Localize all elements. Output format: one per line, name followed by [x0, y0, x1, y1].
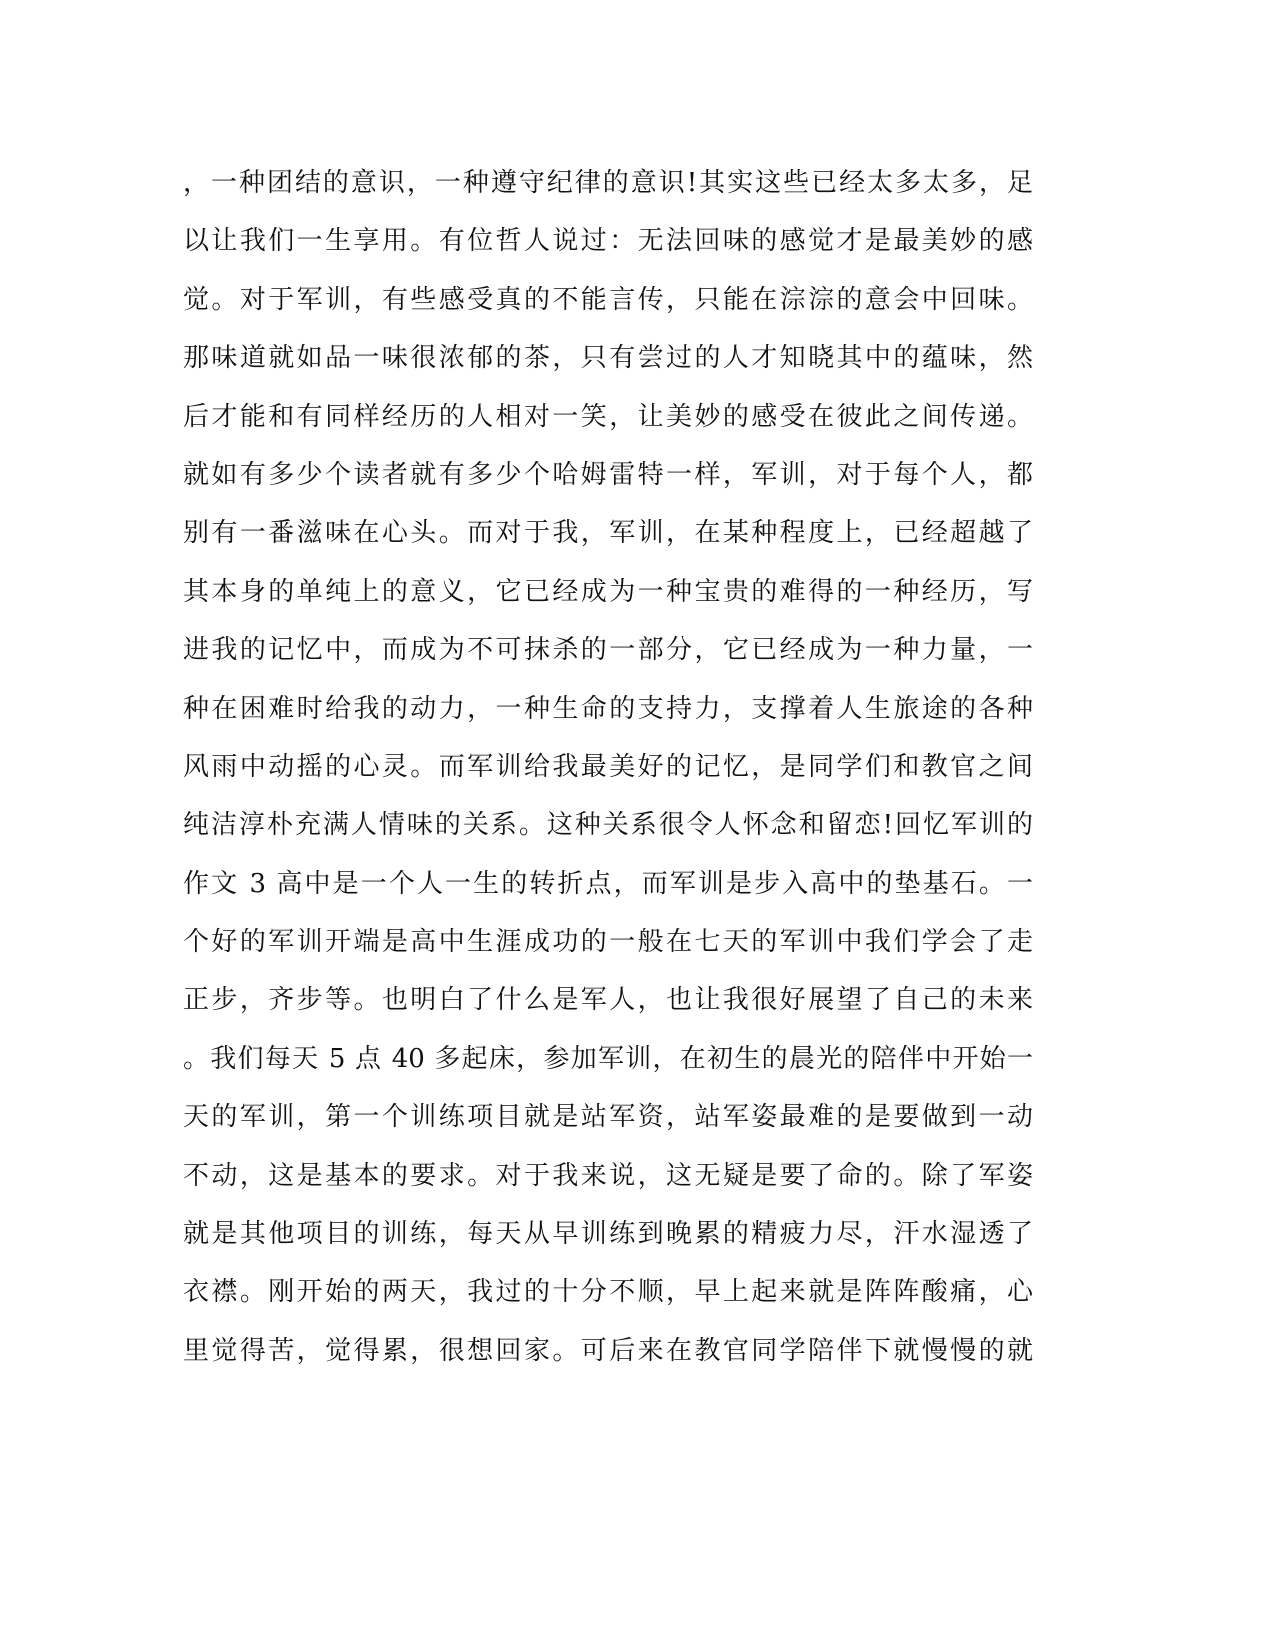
text-line: 后才能和有同样经历的人相对一笑，让美妙的感受在彼此之间传递。 [183, 401, 1033, 432]
text-line: 。我们每天 5 点 40 多起床，参加军训，在初生的晨光的陪伴中开始一 [183, 1043, 1033, 1074]
text-line: 正步，齐步等。也明白了什么是军人，也让我很好展望了自己的未来 [183, 985, 1033, 1016]
text-line: 种在困难时给我的动力，一种生命的支持力，支撑着人生旅途的各种 [183, 693, 1033, 724]
text-line: 作文 3 高中是一个人一生的转折点，而军训是步入高中的垫基石。一 [183, 868, 1033, 899]
text-line: 别有一番滋味在心头。而对于我，军训，在某种程度上，已经超越了 [183, 518, 1033, 549]
text-line: 其本身的单纯上的意义，它已经成为一种宝贵的难得的一种经历，写 [183, 576, 1033, 607]
text-line: 个好的军训开端是高中生涯成功的一般在七天的军训中我们学会了走 [183, 927, 1033, 958]
text-line: 里觉得苦，觉得累，很想回家。可后来在教官同学陪伴下就慢慢的就 [183, 1335, 1033, 1366]
text-line: 衣襟。刚开始的两天，我过的十分不顺，早上起来就是阵阵酸痛，心 [183, 1277, 1033, 1308]
text-line: 不动，这是基本的要求。对于我来说，这无疑是要了命的。除了军姿 [183, 1160, 1033, 1191]
text-line: ，一种团结的意识，一种遵守纪律的意识!其实这些已经太多太多，足 [183, 168, 1033, 198]
text-line: 风雨中动摇的心灵。而军训给我最美好的记忆，是同学们和教官之间 [183, 751, 1033, 782]
text-line: 就是其他项目的训练，每天从早训练到晚累的精疲力尽，汗水湿透了 [183, 1219, 1033, 1250]
text-line: 觉。对于军训，有些感受真的不能言传，只能在淙淙的意会中回味。 [183, 284, 1033, 315]
text-line: 以让我们一生享用。有位哲人说过：无法回味的感觉才是最美妙的感 [183, 226, 1033, 257]
text-line: 天的军训，第一个训练项目就是站军资，站军姿最难的是要做到一动 [183, 1102, 1033, 1133]
text-line: 进我的记忆中，而成为不可抹杀的一部分，它已经成为一种力量，一 [183, 635, 1033, 666]
text-line: 纯洁淳朴充满人情味的关系。这种关系很令人怀念和留恋!回忆军训的 [183, 810, 1033, 841]
text-line: 就如有多少个读者就有多少个哈姆雷特一样，军训，对于每个人，都 [183, 459, 1033, 490]
essay-text [183, 160, 1033, 1386]
text-line: 那味道就如品一味很浓郁的茶，只有尝过的人才知晓其中的蕴味，然 [183, 343, 1033, 374]
